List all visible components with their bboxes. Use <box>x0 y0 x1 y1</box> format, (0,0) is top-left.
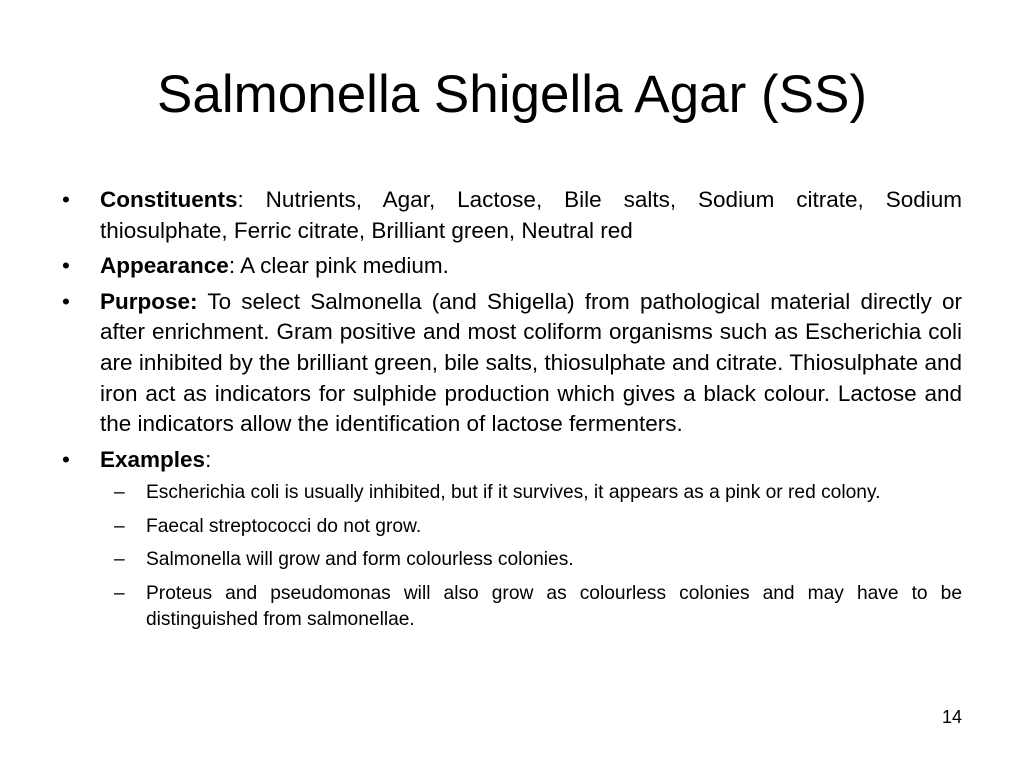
bullet-purpose <box>62 287 962 440</box>
sub-item <box>114 581 962 633</box>
bullet-marker: • <box>62 187 70 212</box>
purpose-label: Purpose: <box>100 288 198 314</box>
sub-item <box>114 514 962 540</box>
constituents-label: Constituents <box>100 187 238 212</box>
sub-item <box>114 480 962 506</box>
appearance-label: Appearance <box>100 253 229 279</box>
sub-item-text: Escherichia coli is usually inhibited, but if it survives, it appears as a pink or red colony. <box>146 482 881 504</box>
constituents-text: : Nutrients, Agar, Lactose, Bile salts, Sodium citrate, Sodium thiosulphate, Ferric citrate, Brilliant green, Neutral red <box>100 187 962 243</box>
sub-item-text: Faecal streptococci do not grow. <box>146 515 422 537</box>
bullet-constituents <box>62 185 962 246</box>
slide-title: Salmonella Shigella Agar (SS) <box>157 65 867 124</box>
purpose-text: To select Salmonella (and Shigella) from pathological material directly or after enrichment. Gram positive and most coliform organisms such as Escherichia coli are inhibited by the brilliant green, bile salts, thiosulphate and citrate. Thiosulphate and iron act as indicators for sulphide production which gives a black colour. Lactose and the indicators allow the identification of lactose fermenters. <box>100 288 962 437</box>
bullet-marker: • <box>62 253 70 279</box>
bullet-appearance <box>62 251 962 282</box>
examples-label: Examples <box>100 446 206 472</box>
page-number: 14 <box>941 707 962 727</box>
appearance-text: : A clear pink medium. <box>228 253 449 279</box>
bullet-examples <box>62 445 962 476</box>
dash-marker: – <box>114 582 125 604</box>
dash-marker: – <box>114 482 125 504</box>
bullet-marker: • <box>62 446 70 472</box>
examples-text: : <box>205 446 212 472</box>
sub-item <box>114 547 962 573</box>
bullet-marker: • <box>62 288 70 314</box>
sub-item-text: Salmonella will grow and form colourless colonies. <box>146 549 574 571</box>
dash-marker: – <box>114 549 125 571</box>
sub-item-text: Proteus and pseudomonas will also grow as colourless colonies and may have to be distinguished from salmonellae. <box>146 582 962 630</box>
dash-marker: – <box>114 515 125 537</box>
examples-sublist <box>62 480 962 633</box>
slide-content <box>62 185 962 640</box>
